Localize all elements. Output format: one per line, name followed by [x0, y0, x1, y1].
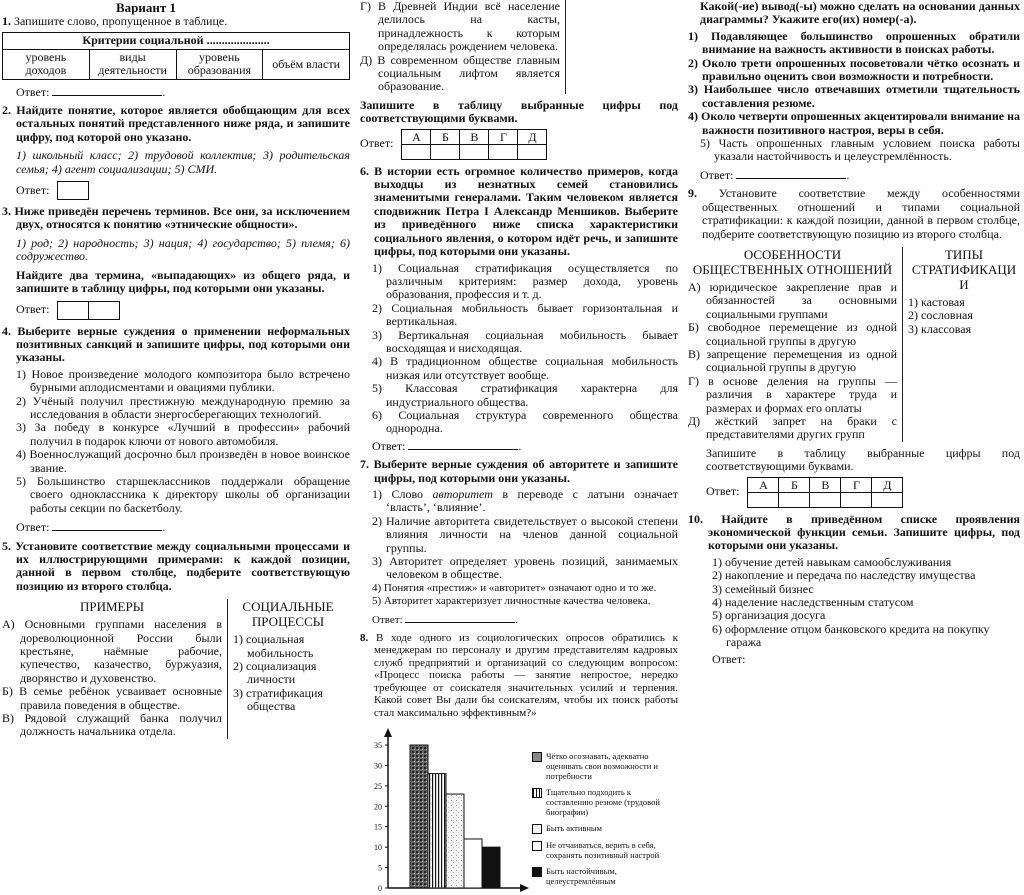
example-item: В) Рядовой служащий банка получил должность начальника отдела.	[2, 711, 222, 739]
option-item: 5) организация досуга	[712, 608, 826, 623]
criteria-table	[2, 32, 350, 79]
answer-7: Ответ: .	[372, 613, 519, 626]
grid-letter: Д	[518, 129, 547, 144]
question-8-continued	[688, 0, 1020, 182]
question-number: 1.	[2, 14, 11, 28]
matching-table-9	[688, 247, 1020, 442]
example-item: Д) В современном обществе главным социальным лифтом является образование.	[360, 52, 560, 94]
chart-area	[360, 723, 678, 895]
examples-column	[360, 0, 566, 94]
option-item: 6) Социальная структура современного общества однородна.	[372, 407, 678, 436]
grid-letter: Г	[489, 129, 518, 144]
answer-grid-9	[747, 477, 903, 508]
option-item: 5) Часть опрошенных главным условием поиска работы указали настойчивость и целеустремлённость.	[700, 136, 1020, 164]
grid-cell[interactable]	[431, 144, 460, 159]
type-item: 3) классовая	[908, 321, 972, 336]
option-item: 2) накопление и передача по наследству имущества	[712, 568, 976, 583]
answer-field[interactable]	[52, 85, 162, 96]
question-number: 7.	[360, 457, 369, 472]
option-text: 1) Слово	[372, 487, 433, 501]
option-item: 5) Большинство старшеклассников поддержали обращение своего одноклассника к директору школы об организации работы секции по баскетболу.	[16, 473, 350, 515]
table-cell: виды деятельности	[89, 49, 176, 79]
question-3	[2, 205, 350, 319]
grid-letter: Д	[872, 477, 903, 492]
grid-cell[interactable]	[748, 492, 779, 507]
legend-item	[532, 787, 678, 817]
example-item: Б) В семье ребёнок усваивает основные правила поведения в обществе.	[2, 684, 222, 712]
bar-chart	[360, 723, 532, 895]
grid-cell[interactable]	[460, 144, 489, 159]
middle-column	[360, 0, 678, 895]
grid-letter: В	[810, 477, 841, 492]
answer-field[interactable]	[405, 612, 515, 623]
bar	[446, 794, 464, 888]
feature-item: В) запрещение перемещения из одной социальной группы в другую	[688, 346, 897, 375]
question-text: Ниже приведён перечень терминов. Все они, за исключением двух, относятся к понятию «этнические общности».	[14, 204, 350, 232]
y-axis-arrow	[384, 728, 392, 737]
question-number: 3.	[2, 204, 11, 219]
answer-label: Ответ:	[16, 520, 50, 535]
grid-cell[interactable]	[779, 492, 810, 507]
process-item: 1) социальная мобильность	[233, 632, 314, 660]
option-item: 4) Около четверти опрошенных акцентировали внимание на важности позитивного настроя, веры в себя.	[688, 109, 1020, 137]
matching-table-5	[2, 599, 350, 739]
question-prompt: Какой(-ие) вывод(-ы) можно сделать на основании данных диаграммы? Укажите его(их) номер(-а).	[700, 0, 1020, 27]
grid-cell[interactable]	[518, 144, 547, 159]
option-item: 2) Наличие авторитета свидетельствует о высокой степени влияния личности на членов данной социальной группы.	[372, 513, 678, 555]
grid-letter: А	[748, 477, 779, 492]
legend-swatch	[532, 824, 542, 834]
answer-field[interactable]	[736, 168, 846, 179]
question-text: Установите соответствие между социальными процессами и их иллюстрирующими примерами: к каждой позиции, данной в первом столбце, подберите соответствующую позицию из второго столбца.	[15, 538, 351, 593]
feature-item: Б) свободное перемещение из одной социальной группы в другую	[688, 320, 897, 348]
option-item: 2) Около трети опрошенных посоветовали чётко осознать и правильно оценить свои возможности и потребности.	[688, 55, 1020, 84]
example-item: А) Основными группами населения в дореволюционной России были крестьяне, наёмные рабочие, купечество, казачество, буржуазия, дворянство и духовенство.	[2, 617, 222, 685]
question-number: 10.	[688, 511, 703, 526]
answer-label: Ответ:	[360, 136, 394, 151]
feature-item: Д) жёсткий запрет на браки с представителями других групп	[688, 413, 897, 442]
matching-table-5-continued	[360, 0, 678, 94]
question-text: Найдите понятие, которое является обобщающим для всех остальных понятий представленного ниже ряда, и запишите цифру, под которой оно указано.	[16, 103, 351, 144]
option-item: 3) За победу в конкурсе «Лучший в профессии» рабочий получил в подарок ключи от нового автомобиля.	[16, 420, 350, 448]
y-tick-label: 10	[374, 843, 382, 853]
option-item: 4) Военнослужащий досрочно был произведён в новое воинское звание.	[16, 447, 350, 475]
grid-letter: Г	[841, 477, 872, 492]
features-column	[688, 247, 903, 442]
y-tick-label: 5	[378, 863, 382, 873]
question-text: Выберите верные суждения об авторитете и запишите цифры, под которыми они указаны.	[373, 457, 678, 485]
option-text: в переводе с латыни означает ‘власть’, ‘влияние’.	[386, 487, 678, 515]
grid-letter: Б	[779, 477, 810, 492]
option-item: 2) Социальная мобильность бывает горизонтальная и вертикальная.	[372, 300, 678, 329]
question-text: Выберите верные суждения о применении неформальных позитивных санкций и запишите цифры, под которыми они указаны.	[16, 323, 351, 365]
legend-item	[532, 751, 678, 781]
table-cell: уровень образования	[176, 49, 263, 79]
question-7	[360, 458, 678, 627]
answer-4: Ответ: .	[16, 520, 166, 535]
option-item: 5) Авторитет характеризует личностные качества человека.	[372, 595, 651, 608]
question-text: Запишите слово, пропущенное в таблице.	[14, 14, 228, 28]
option-item: 2) Учёный получил престижную международную премию за исследования в области энергосберегающих технологий.	[16, 393, 350, 421]
option-item: 3) Авторитет определяет уровень позиций, занимаемых человеком в обществе.	[372, 554, 678, 582]
question-text: В ходе одного из социологических опросов обратились к менеджерам по персоналу и другим представителям кадровых служб предприятий и организаций со следующим вопросом: «Процесс поиска работы — занятие непростое, нередко требующее от соискателя значительных усилий и терпения. Какой совет Вы дали бы соискателям, чтобы их поиск работы стал максимально эффективным?»	[374, 632, 678, 719]
question-number: 9.	[688, 186, 697, 201]
table-header: Критерии социальной .....................	[3, 33, 350, 49]
answer-box[interactable]	[88, 301, 120, 320]
y-tick-label: 35	[374, 740, 382, 750]
q9-instruction: Запишите в таблицу выбранные цифры под соответствующими буквами.	[706, 445, 1020, 474]
option-item: 3) семейный бизнес	[712, 581, 814, 596]
answer-9	[688, 477, 1020, 508]
process-item: 3) стратификация общества	[233, 685, 323, 714]
examples-column	[2, 599, 228, 739]
option-item	[372, 488, 678, 515]
legend-label: Быть активным	[546, 822, 603, 833]
page-title: Вариант 1	[115, 0, 177, 15]
option-item: 4) Понятия «престиж» и «авторитет» означают одно и то же.	[372, 581, 657, 594]
option-item: 1) Социальная стратификация осуществляется по различным критериям: размер дохода, уровень образования, профессия и т. д.	[372, 260, 678, 302]
answer-label: Ответ:	[712, 651, 746, 666]
option-item: 1) Подавляющее большинство опрошенных обратили внимание на важность активности в поисках работы.	[688, 28, 1020, 57]
answer-label: Ответ:	[16, 84, 50, 99]
answer-3	[2, 301, 350, 320]
question-text: В истории есть огромное количество примеров, когда выходцы из незнатных семей становились знаменитыми генералами. Таким человеком является сподвижник Петра I Александр Меншиков. Выберите из приведённого ниже списка характеристики социального явления, о котором идёт речь, и запишите цифры, под которыми они указаны.	[374, 163, 679, 259]
answer-label: Ответ:	[372, 613, 403, 626]
answer-label: Ответ:	[372, 438, 406, 453]
question-options: 1) род; 2) народность; 3) нация; 4) государство; 5) племя; 6) содружество.	[16, 235, 350, 264]
answer-label: Ответ:	[700, 167, 734, 182]
grid-cell[interactable]	[402, 144, 431, 159]
answer-label: Ответ:	[16, 182, 50, 197]
question-text: Найдите в приведённом списке проявления экономической функции семьи. Запишите цифры, под которыми они указаны.	[708, 511, 1021, 553]
question-text: Установите соответствие между особенностями общественных отношений и типами социальной стратификации: к каждой позиции, данной в первом столбце, подберите соответствующую позицию из второго столбца.	[702, 186, 1020, 241]
answer-8: Ответ: .	[700, 167, 850, 182]
question-options: 1) школьный класс; 2) трудовой коллектив; 3) родительская семья; 4) агент социализации; 5) СМИ.	[16, 148, 350, 176]
question-8	[360, 632, 678, 719]
left-column	[2, 0, 350, 739]
answer-box[interactable]	[57, 181, 89, 200]
types-column	[903, 247, 1020, 442]
legend-item	[532, 823, 678, 834]
y-tick-label: 25	[374, 781, 382, 791]
bar	[482, 847, 500, 888]
option-item: 5) Классовая стратификация характерна для индустриального общества.	[372, 381, 678, 409]
answer-1: Ответ: .	[16, 84, 166, 99]
y-tick-label: 15	[374, 822, 382, 832]
option-item: 1) Новое произведение молодого композитора было встречено бурными аплодисментами и овациями публики.	[16, 366, 350, 395]
bar	[464, 839, 482, 888]
answer-box[interactable]	[57, 301, 89, 320]
feature-item: Г) в основе деления на группы — различия в характере труда и размерах и формах его оплаты	[688, 373, 897, 415]
legend-swatch	[532, 867, 542, 877]
column-header-features: ОСОБЕННОСТИ ОБЩЕСТВЕННЫХ ОТНОШЕНИЙ	[692, 246, 893, 277]
grid-letter: В	[460, 129, 489, 144]
answer-field[interactable]	[408, 439, 518, 450]
legend-label: Быть настойчивым, целеустремлённым	[546, 865, 617, 886]
right-column	[688, 0, 1020, 666]
y-tick-label: 0	[378, 883, 382, 893]
legend-label: Тщательно подходить к составлению резюме (трудовой биографии)	[546, 786, 660, 817]
answer-2	[2, 181, 350, 200]
question-2	[2, 104, 350, 200]
legend-label: Не отчаиваться, верить в себя, сохранять позитивный настрой	[546, 839, 660, 860]
question-number: 4.	[2, 323, 11, 338]
option-item: 1) обучение детей навыкам самообслуживания	[712, 554, 952, 569]
column-header-types: ТИПЫ СТРАТИФИКАЦИИ	[911, 246, 1017, 292]
answer-grid-5	[401, 129, 547, 160]
option-item: 3) Наибольшее число отвечавших отметили тщательность составления резюме.	[688, 82, 1020, 110]
option-item: 3) Вертикальная социальная мобильность бывает восходящая и нисходящая.	[372, 327, 678, 355]
question-instruction: Найдите два термина, «выпадающих» из общего ряда, и запишите в таблицу цифры, под которыми они указаны.	[16, 267, 350, 296]
grid-cell[interactable]	[489, 144, 518, 159]
type-item: 2) сословная	[908, 308, 973, 323]
grid-letter: Б	[431, 129, 460, 144]
answer-6: Ответ: .	[372, 438, 522, 453]
chart-legend	[532, 751, 678, 892]
question-number: 5.	[2, 538, 11, 553]
question-5	[2, 540, 350, 739]
question-4	[2, 325, 350, 535]
legend-swatch	[532, 788, 542, 798]
legend-item	[532, 866, 678, 886]
grid-cell[interactable]	[872, 492, 903, 507]
column-header-processes: СОЦИАЛЬНЫЕ ПРОЦЕССЫ	[242, 599, 334, 630]
legend-swatch	[532, 841, 542, 851]
process-item: 2) социализация личности	[233, 659, 317, 687]
q5-instruction: Запишите в таблицу выбранные цифры под соответствующими буквами.	[360, 97, 678, 126]
bar	[410, 745, 428, 888]
type-item: 1) кастовая	[908, 294, 965, 309]
question-10	[688, 513, 1020, 666]
answer-label: Ответ:	[706, 484, 740, 499]
grid-letter: А	[402, 129, 431, 144]
y-tick-label: 30	[374, 761, 382, 771]
legend-swatch	[532, 752, 542, 762]
x-axis-arrow	[520, 884, 529, 892]
example-item: Г) В Древней Индии всё население делилось на касты, принадлежность к которым определялась рождением человека.	[360, 0, 560, 54]
option-term: авторитет	[432, 487, 493, 501]
grid-cell[interactable]	[810, 492, 841, 507]
question-6	[360, 165, 678, 454]
option-item: 4) В традиционном обществе социальная мобильность низкая или отсутствует вообще.	[372, 354, 678, 382]
question-number: 8.	[360, 632, 369, 645]
option-item: 4) наделение наследственным статусом	[712, 595, 914, 610]
answer-5	[360, 129, 678, 160]
answer-field[interactable]	[52, 520, 162, 531]
processes-column	[228, 599, 343, 739]
question-1	[2, 15, 350, 99]
option-item: 6) оформление отцом банковского кредита на покупку гаража	[712, 621, 990, 650]
question-9	[688, 187, 1020, 507]
feature-item: А) юридическое закрепление прав и обязанностей за основными социальными группами	[688, 279, 897, 321]
table-cell: объём власти	[263, 49, 350, 79]
table-cell: уровень доходов	[3, 49, 90, 79]
answer-label: Ответ:	[16, 302, 50, 317]
bar	[428, 774, 446, 888]
grid-cell[interactable]	[841, 492, 872, 507]
column-header-examples: ПРИМЕРЫ	[79, 599, 145, 615]
question-number: 2.	[2, 103, 11, 118]
legend-label: Чётко осознавать, адекватно оценивать свои возможности и потребности	[546, 750, 658, 781]
question-number: 6.	[360, 163, 369, 178]
y-tick-label: 20	[374, 802, 382, 812]
legend-item	[532, 840, 678, 860]
